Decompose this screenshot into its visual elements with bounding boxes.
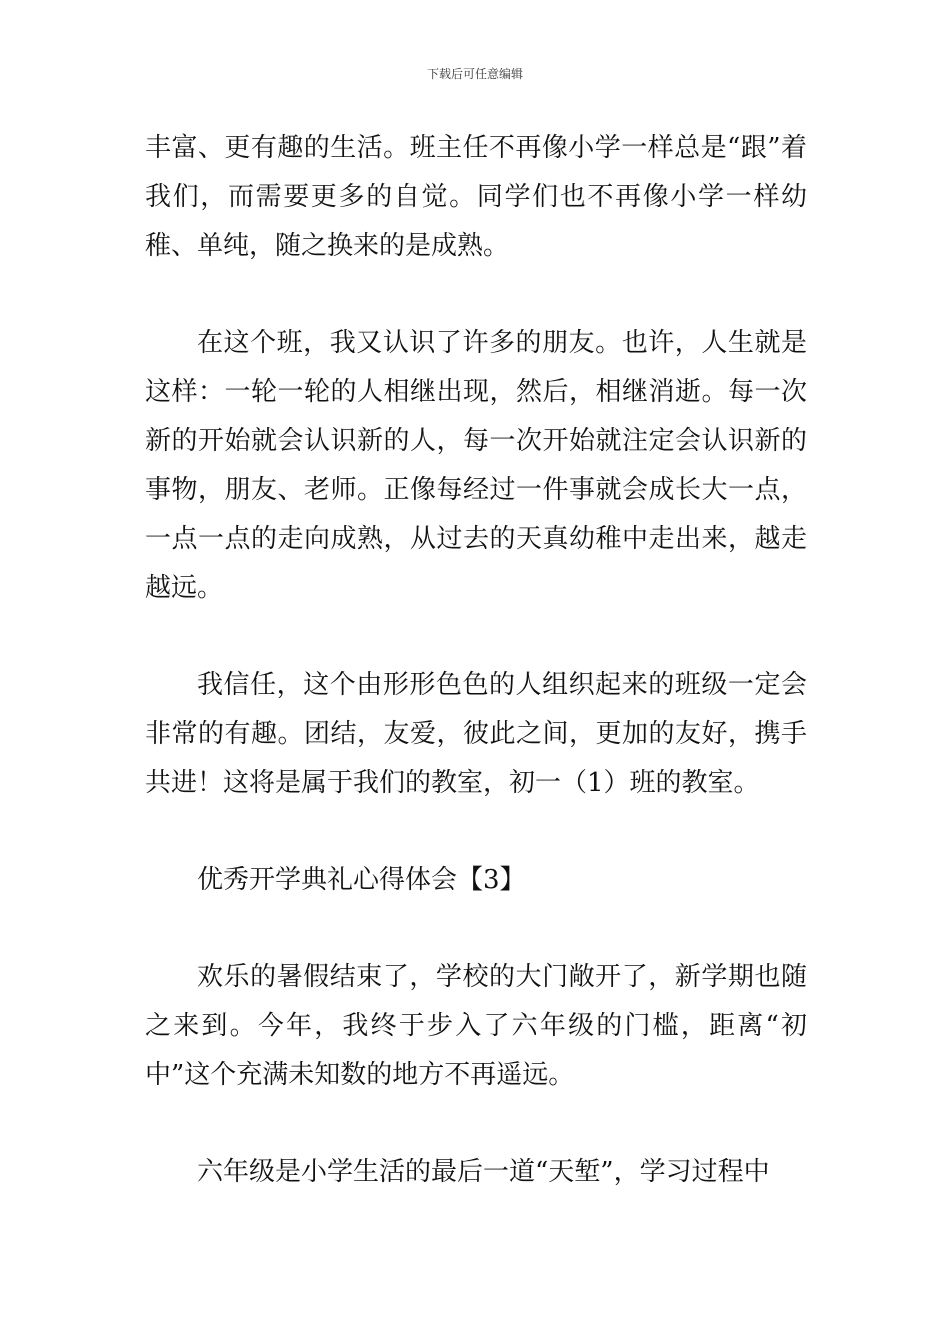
- paragraph-2: 在这个班，我又认识了许多的朋友。也许，人生就是这样：一轮一轮的人相继出现，然后，相继消逝。每一次新的开始就会认识新的人，每一次开始就注定会认识新的事物，朋友、老师。正像每经过一件事就会成长大一点，一点一点的走向成熟，从过去的天真幼稚中走出来，越走越远。: [145, 328, 807, 603]
- section-heading: 优秀开学典礼心得体会【3】: [197, 865, 526, 895]
- paragraph-5: 六年级是小学生活的最后一道“天堑”，学习过程中: [197, 1157, 770, 1187]
- paragraph-1: 丰富、更有趣的生活。班主任不再像小学一样总是“跟”着我们，而需要更多的自觉。同学们也不再像小学一样幼稚、单纯，随之换来的是成熟。: [145, 133, 807, 261]
- paragraph-4: 欢乐的暑假结束了，学校的大门敞开了，新学期也随之来到。今年，我终于步入了六年级的门槛，距离“初中”这个充满未知数的地方不再遥远。: [145, 962, 807, 1090]
- document-body: [145, 124, 807, 1197]
- header-note: 下载后可任意编辑: [426, 67, 523, 81]
- paragraph-3: 我信任，这个由形形色色的人组织起来的班级一定会非常的有趣。团结，友爱，彼此之间，更加的友好，携手共进！这将是属于我们的教室，初一（1）班的教室。: [145, 670, 807, 798]
